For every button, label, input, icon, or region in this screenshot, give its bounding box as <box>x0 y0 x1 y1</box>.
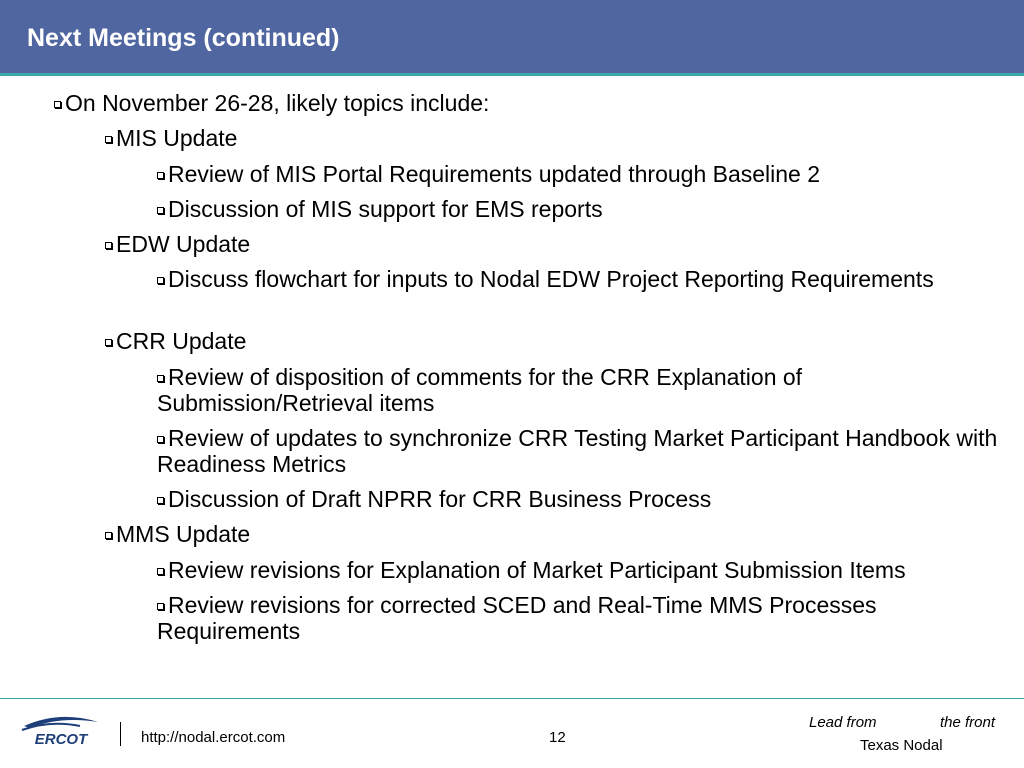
bullet-mis-item-2 <box>157 196 1007 222</box>
checkbox-bullet-icon <box>157 375 164 382</box>
program-name: Texas Nodal <box>860 737 943 754</box>
checkbox-bullet-icon <box>157 277 164 284</box>
checkbox-bullet-icon <box>54 101 61 108</box>
bullet-crr-item-2 <box>157 425 1007 477</box>
footer-separator <box>120 722 121 746</box>
tagline-left: Lead from <box>809 714 877 731</box>
bullet-text: Review of MIS Portal Requirements updated through Baseline 2 <box>168 161 821 187</box>
checkbox-bullet-icon <box>157 603 164 610</box>
bullet-mis-update <box>105 125 237 151</box>
tagline-right: the front <box>940 714 996 731</box>
bullet-text: Discuss flowchart for inputs to Nodal EDW Project Reporting Requirements <box>168 266 934 292</box>
bullet-crr-update <box>105 328 246 354</box>
bullet-text: Review revisions for corrected SCED and Real-Time MMS Processes Requirements <box>157 592 877 644</box>
checkbox-bullet-icon <box>157 568 164 575</box>
bullet-text: Discussion of Draft NPRR for CRR Business Process <box>168 486 712 512</box>
bullet-edw-update <box>105 231 250 257</box>
bullet-text: Review of disposition of comments for the CRR Explanation of Submission/Retrieval items <box>157 364 803 416</box>
bullet-text: EDW Update <box>116 231 251 257</box>
bullet-text: On November 26-28, likely topics include: <box>65 90 490 116</box>
checkbox-bullet-icon <box>105 339 112 346</box>
footer-url: http://nodal.ercot.com <box>141 729 286 746</box>
checkbox-bullet-icon <box>105 532 112 539</box>
checkbox-bullet-icon <box>157 172 164 179</box>
bullet-text: MIS Update <box>116 125 238 151</box>
bullet-edw-item-1 <box>157 266 1007 292</box>
bullet-mms-item-2 <box>157 592 1007 644</box>
checkbox-bullet-icon <box>157 207 164 214</box>
bullet-text: MMS Update <box>116 521 251 547</box>
bullet-text: Review of updates to synchronize CRR Testing Market Participant Handbook with Readiness Metrics <box>157 425 998 477</box>
checkbox-bullet-icon <box>157 497 164 504</box>
bullet-intro <box>54 90 489 116</box>
bullet-crr-item-3 <box>157 486 1007 512</box>
footer-divider-line <box>0 698 1024 699</box>
ercot-logo <box>20 712 102 748</box>
bullet-mms-update <box>105 521 250 547</box>
title-bar <box>0 0 1024 76</box>
bullet-text: CRR Update <box>116 328 247 354</box>
slide-title: Next Meetings (continued) <box>27 24 340 52</box>
bullet-mms-item-1 <box>157 557 1007 583</box>
bullet-mis-item-1 <box>157 161 1007 187</box>
bullet-text: Review revisions for Explanation of Market Participant Submission Items <box>168 557 906 583</box>
checkbox-bullet-icon <box>157 436 164 443</box>
page-number: 12 <box>549 729 566 746</box>
checkbox-bullet-icon <box>105 136 112 143</box>
logo-text: ERCOT <box>34 731 88 748</box>
checkbox-bullet-icon <box>105 242 112 249</box>
bullet-text: Discussion of MIS support for EMS reports <box>168 196 603 222</box>
bullet-crr-item-1 <box>157 364 1007 416</box>
